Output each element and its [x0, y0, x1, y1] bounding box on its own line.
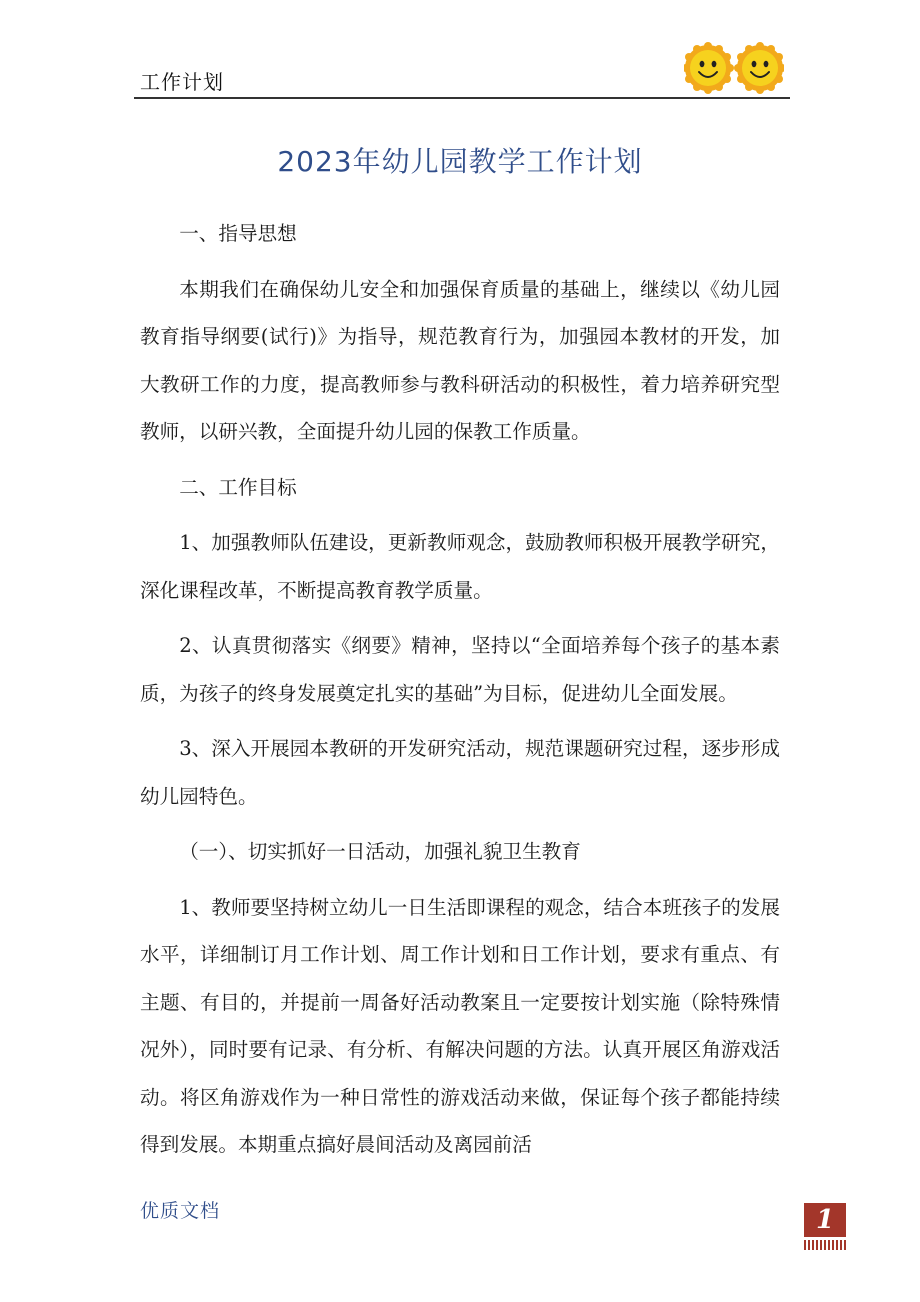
- smiley-decoration: [684, 42, 784, 94]
- section-heading-guiding-ideology: 一、指导思想: [179, 222, 297, 245]
- paragraph-goal-2: 2、认真贯彻落实《纲要》精神，坚持以“全面培养每个孩子的基本素质，为孩子的终身发展奠定扎实的基础”为目标，促进幼儿全面发展。: [140, 634, 780, 705]
- header-title: 工作计划: [140, 70, 224, 94]
- page-number-stripes: [804, 1240, 846, 1250]
- section-heading-work-goals: 二、工作目标: [179, 475, 297, 499]
- smiley-sun-icon: [684, 42, 734, 94]
- document-body: [140, 210, 780, 1177]
- smiley-sun-icon: [734, 42, 784, 94]
- header-divider: [134, 97, 790, 99]
- paragraph-goal-3: 3、深入开展园本教研的开发研究活动，规范课题研究过程，逐步形成幼儿园特色。: [140, 737, 780, 808]
- subsection-heading-daily-activities: （一）、切实抓好一日活动，加强礼貌卫生教育: [179, 840, 581, 863]
- paragraph-daily-activities-1: 1、教师要坚持树立幼儿一日生活即课程的观念，结合本班孩子的发展水平，详细制订月工作计划、周工作计划和日工作计划，要求有重点、有主题、有目的，并提前一周备好活动教案且一定要按计划实施（除特殊情况外），同时要有记录、有分析、有解决问题的方法。认真开展区角游戏活动。将区角游戏作为一种日常性的游戏活动来做，保证每个孩子都能持续得到发展。本期重点搞好晨间活动及离园前活: [140, 895, 780, 1156]
- paragraph-guiding-ideology: 本期我们在确保幼儿安全和加强保育质量的基础上，继续以《幼儿园教育指导纲要(试行)》为指导，规范教育行为，加强园本教材的开发，加大教研工作的力度，提高教师参与教科研活动的积极性，着力培养研究型教师，以研兴教，全面提升幼儿园的保教工作质量。: [140, 277, 780, 443]
- paragraph-goal-1: 1、加强教师队伍建设，更新教师观念，鼓励教师积极开展教学研究，深化课程改革，不断提高教育教学质量。: [140, 531, 780, 602]
- footer-label: 优质文档: [140, 1200, 221, 1222]
- page-number: 1: [804, 1203, 846, 1237]
- document-title: 2023年幼儿园教学工作计划: [277, 145, 643, 178]
